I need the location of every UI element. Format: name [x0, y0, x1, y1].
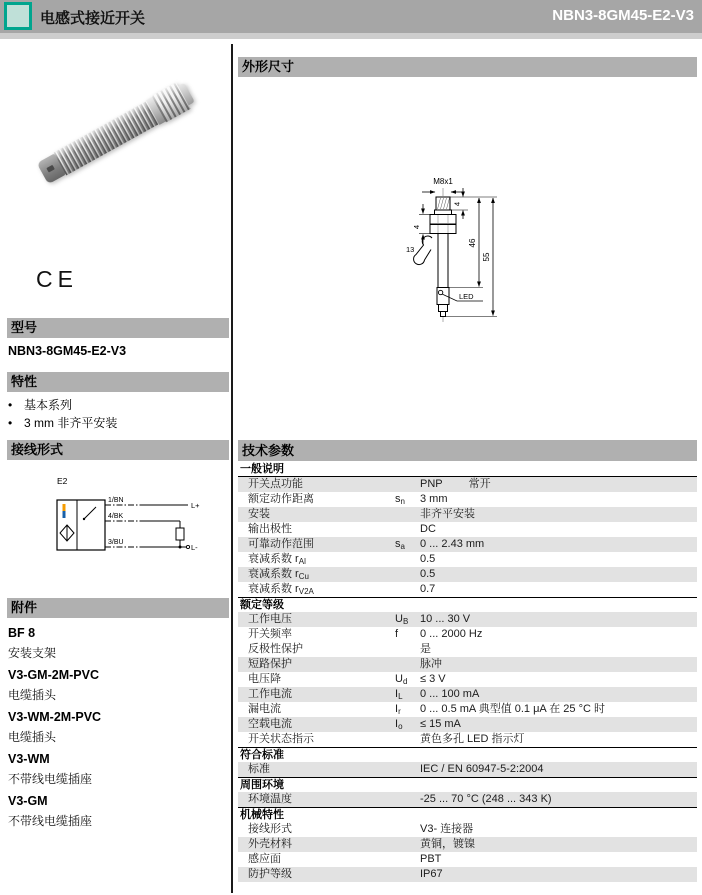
tech-row-value: 非齐平安装 — [420, 508, 475, 520]
header-shadow-strip — [0, 33, 702, 39]
tech-row-label: 开关状态指示 — [248, 733, 314, 745]
tech-section-title: 机械特性 — [238, 807, 697, 822]
tech-row-value: PBT — [420, 853, 442, 865]
accessory-name: V3-GM-2M-PVC — [8, 668, 99, 682]
tech-row-label: 感应面 — [248, 853, 281, 865]
tech-row-symbol — [395, 867, 420, 882]
wiring-variant-label: E2 — [57, 476, 68, 486]
tech-row-symbol — [395, 732, 420, 747]
tech-row-value: 0.7 — [420, 583, 436, 595]
tech-row — [238, 762, 697, 777]
bullet-icon: • — [8, 416, 13, 430]
section-features-heading: 特性 — [7, 372, 229, 392]
tech-row — [238, 672, 697, 687]
tech-row-label: 开关频率 — [248, 628, 292, 640]
accessory-name: BF 8 — [8, 626, 36, 640]
tech-section-title: 一般说明 — [238, 462, 697, 477]
accessories-list — [8, 620, 228, 830]
tech-row — [238, 837, 697, 852]
tech-row-label: 防护等级 — [248, 868, 292, 880]
tech-row-symbol — [395, 477, 420, 492]
tech-row — [238, 792, 697, 807]
feature-item — [8, 414, 228, 432]
threaded-body — [54, 101, 159, 175]
tech-row — [238, 717, 697, 732]
feature-item — [8, 396, 228, 414]
tech-row-symbol — [395, 582, 420, 597]
tech-row-symbol — [395, 837, 420, 852]
tech-row-label: 外壳材料 — [248, 838, 292, 850]
tech-row-label: 电压降 — [248, 673, 281, 685]
tech-row-symbol: $s_a$ — [395, 538, 405, 551]
feature-text: 基本系列 — [24, 398, 73, 412]
tech-row-value: 脉冲 — [420, 658, 442, 670]
tech-row-value: 3 mm — [420, 493, 448, 505]
tech-row-value: 0 ... 2000 Hz — [420, 628, 483, 640]
tech-row-value: 0.5 — [420, 553, 436, 565]
tech-section-title: 符合标准 — [238, 747, 697, 762]
tech-row-value: -25 ... 70 °C (248 ... 343 K) — [420, 793, 552, 805]
tech-row-label: 可靠动作范围 — [248, 538, 314, 550]
lplus-label: L+ — [191, 501, 200, 510]
pin4-label: 4/BK — [108, 513, 124, 520]
accessory-description: 电缆插头 — [8, 688, 57, 702]
accessory-description: 安装支架 — [8, 646, 57, 660]
section-accessories-heading: 附件 — [7, 598, 229, 618]
tech-row — [238, 687, 697, 702]
tech-row-symbol: $I_L$ — [395, 688, 403, 701]
tech-row — [238, 477, 697, 492]
tech-row-symbol — [395, 822, 420, 837]
tech-row-symbol — [395, 852, 420, 867]
tech-row-symbol — [395, 792, 420, 807]
tech-row-symbol — [395, 507, 420, 522]
dimension-drawing — [393, 175, 528, 327]
tech-row — [238, 537, 697, 552]
product-number: NBN3-8GM45-E2-V3 — [552, 7, 694, 24]
section-tech-heading: 技术参数 — [238, 440, 697, 461]
tech-row — [238, 522, 697, 537]
thread-size-label: M8x1 — [433, 177, 453, 186]
tech-row — [238, 612, 697, 627]
tech-row-label: 短路保护 — [248, 658, 292, 670]
tech-row-label: 接线形式 — [248, 823, 292, 835]
header-bar — [0, 0, 702, 33]
tech-row-label: 空载电流 — [248, 718, 292, 730]
wiring-diagram — [40, 470, 200, 567]
tech-row-symbol: $I_o$ — [395, 718, 403, 731]
tech-row-label: 开关点功能 — [248, 478, 303, 490]
accessory-name: V3-WM-2M-PVC — [8, 710, 102, 724]
tech-row-label: 标准 — [248, 763, 270, 775]
tech-row — [238, 852, 697, 867]
tech-row-value: 黄铜，镀镍 — [420, 838, 475, 850]
tech-row-label: 安装 — [248, 508, 270, 520]
tech-row-value: ≤ 15 mA — [420, 718, 461, 730]
tech-row-label: 额定动作距离 — [248, 493, 314, 505]
tech-row-value: PNP 常开 — [420, 478, 491, 490]
tech-section-title: 额定等级 — [238, 597, 697, 612]
dim-4-top-label: 4 — [452, 201, 462, 207]
tech-row-symbol: $I_r$ — [395, 703, 401, 716]
pin1-label: 1/BN — [108, 497, 124, 504]
tech-row-symbol — [395, 642, 420, 657]
accessory-name: V3-WM — [8, 752, 50, 766]
tech-row-value: IEC / EN 60947-5-2:2004 — [420, 763, 544, 775]
tech-row-value: ≤ 3 V — [420, 673, 446, 685]
section-dimensions-heading: 外形尺寸 — [238, 57, 697, 77]
load-symbol — [176, 528, 184, 540]
tech-row-symbol — [395, 522, 420, 537]
tech-table — [238, 462, 697, 882]
accessory-description: 电缆插头 — [8, 730, 57, 744]
accessory-description: 不带线电缆插座 — [8, 814, 93, 828]
ce-mark: CE — [36, 266, 78, 292]
tech-row-value: 是 — [420, 643, 431, 655]
model-value: NBN3-8GM45-E2-V3 — [8, 344, 127, 358]
section-connection-heading: 接线形式 — [7, 440, 229, 460]
tech-row — [238, 642, 697, 657]
tech-row-symbol — [395, 552, 420, 567]
tech-row — [238, 657, 697, 672]
tech-row-symbol — [395, 762, 420, 777]
tech-row-symbol: f — [395, 628, 399, 640]
tech-row — [238, 582, 697, 597]
column-divider — [231, 44, 233, 893]
tech-row-value: V3- 连接器 — [420, 823, 474, 835]
tech-row-label: 环境温度 — [248, 793, 292, 805]
tech-row-value: IP67 — [420, 868, 443, 880]
tech-row — [238, 567, 697, 582]
tech-row-symbol: $U_d$ — [395, 673, 408, 686]
tech-row-value: 0 ... 100 mA — [420, 688, 480, 700]
tech-row-value: 黄色多孔 LED 指示灯 — [420, 733, 525, 745]
dim-55-label: 55 — [482, 252, 491, 262]
features-list — [8, 396, 228, 432]
dim-4-left-label: 4 — [412, 224, 421, 230]
wrench-icon — [414, 236, 432, 265]
tech-row-label: 衰减系数 $r_{Cu}$ — [248, 568, 309, 581]
tech-row-symbol — [395, 657, 420, 672]
tech-section-title: 周围环境 — [238, 777, 697, 792]
page-title: 电感式接近开关 — [40, 10, 146, 27]
tech-row — [238, 507, 697, 522]
tech-row-symbol: $U_B$ — [395, 613, 409, 626]
tech-row-label: 反极性保护 — [248, 643, 303, 655]
tech-row — [238, 702, 697, 717]
sensor-barrel-image — [36, 81, 196, 185]
accessory-description: 不带线电缆插座 — [8, 772, 93, 786]
feature-text: 3 mm 非齐平安装 — [24, 416, 118, 430]
led-label: LED — [459, 292, 474, 301]
tech-row-symbol — [395, 567, 420, 582]
tech-row-value: DC — [420, 523, 436, 535]
pin3-label: 3/BU — [108, 539, 124, 546]
accessory-name: V3-GM — [8, 794, 48, 808]
lminus-label: L- — [191, 543, 198, 552]
tech-row-label: 衰减系数 $r_{Al}$ — [248, 553, 306, 566]
tech-row — [238, 732, 697, 747]
tech-row — [238, 627, 697, 642]
tech-row-value: 0.5 — [420, 568, 436, 580]
tech-row-value: 10 ... 30 V — [420, 613, 471, 625]
wrench-size-label: 13 — [406, 245, 415, 254]
dim-46-label: 46 — [468, 238, 477, 248]
tech-row — [238, 492, 697, 507]
tech-row-label: 衰减系数 $r_{V2A}$ — [248, 583, 314, 596]
tech-row-label: 漏电流 — [248, 703, 281, 715]
tech-row — [238, 822, 697, 837]
tech-row-symbol: $s_n$ — [395, 493, 405, 506]
tech-row-value: 0 ... 2.43 mm — [420, 538, 485, 550]
section-model-heading: 型号 — [7, 318, 229, 338]
tech-row-value: 0 ... 0.5 mA 典型值 0.1 μA 在 25 °C 时 — [420, 703, 605, 715]
tech-row — [238, 552, 697, 567]
product-photo — [30, 78, 205, 193]
tech-row-label: 工作电压 — [248, 613, 292, 625]
brand-square-icon — [4, 2, 32, 30]
tech-row-label: 输出极性 — [248, 523, 292, 535]
tech-row — [238, 867, 697, 882]
bullet-icon: • — [8, 398, 13, 412]
tech-row-label: 工作电流 — [248, 688, 292, 700]
